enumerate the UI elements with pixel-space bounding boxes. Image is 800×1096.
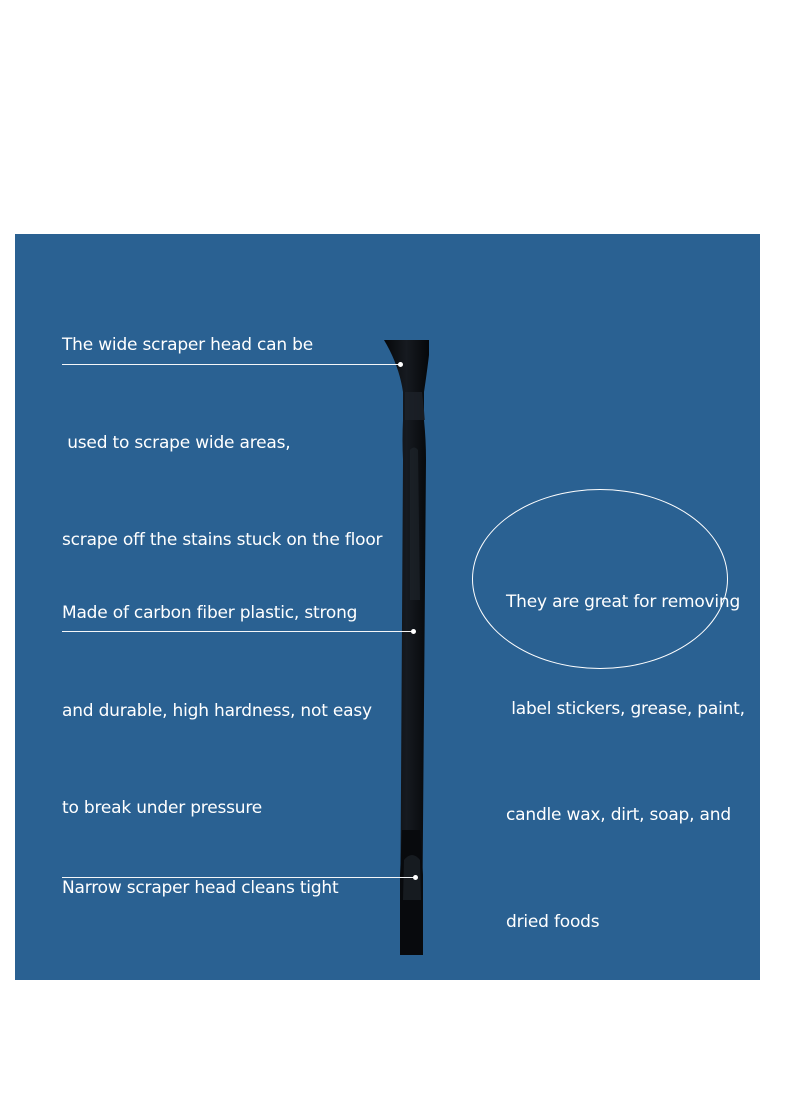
leader-dot-narrow-head <box>413 875 418 880</box>
callout-wide-head-line1: The wide scraper head can be <box>62 335 313 355</box>
oval-note <box>506 514 745 976</box>
leader-line-material <box>62 631 412 632</box>
leader-dot-wide-head <box>398 362 403 367</box>
leader-dot-material <box>411 629 416 634</box>
callout-material-line1: Made of carbon fiber plastic, strong <box>62 603 358 623</box>
callout-wide-head-line2: used to scrape wide areas, <box>62 432 291 453</box>
callout-narrow-head-line2: corners <box>62 975 125 996</box>
callout-material-line2: and durable, high hardness, not easy <box>62 700 372 721</box>
leader-line-narrow-head <box>62 877 414 878</box>
scraper-bevel-top <box>405 392 425 420</box>
callout-narrow-head <box>62 807 338 1035</box>
oval-note-line1: They are great for removing <box>506 592 741 612</box>
leader-line-wide-head <box>62 364 400 365</box>
oval-note-line4: dried foods <box>506 911 600 932</box>
oval-note-line3: candle wax, dirt, soap, and <box>506 805 731 825</box>
callout-wide-head-line3: scrape off the stains stuck on the floor <box>62 530 383 550</box>
oval-note-line2: label stickers, grease, paint, <box>506 698 745 719</box>
callout-material-line3: to break under pressure <box>62 798 263 818</box>
callout-narrow-head-line1: Narrow scraper head cleans tight <box>62 878 339 898</box>
